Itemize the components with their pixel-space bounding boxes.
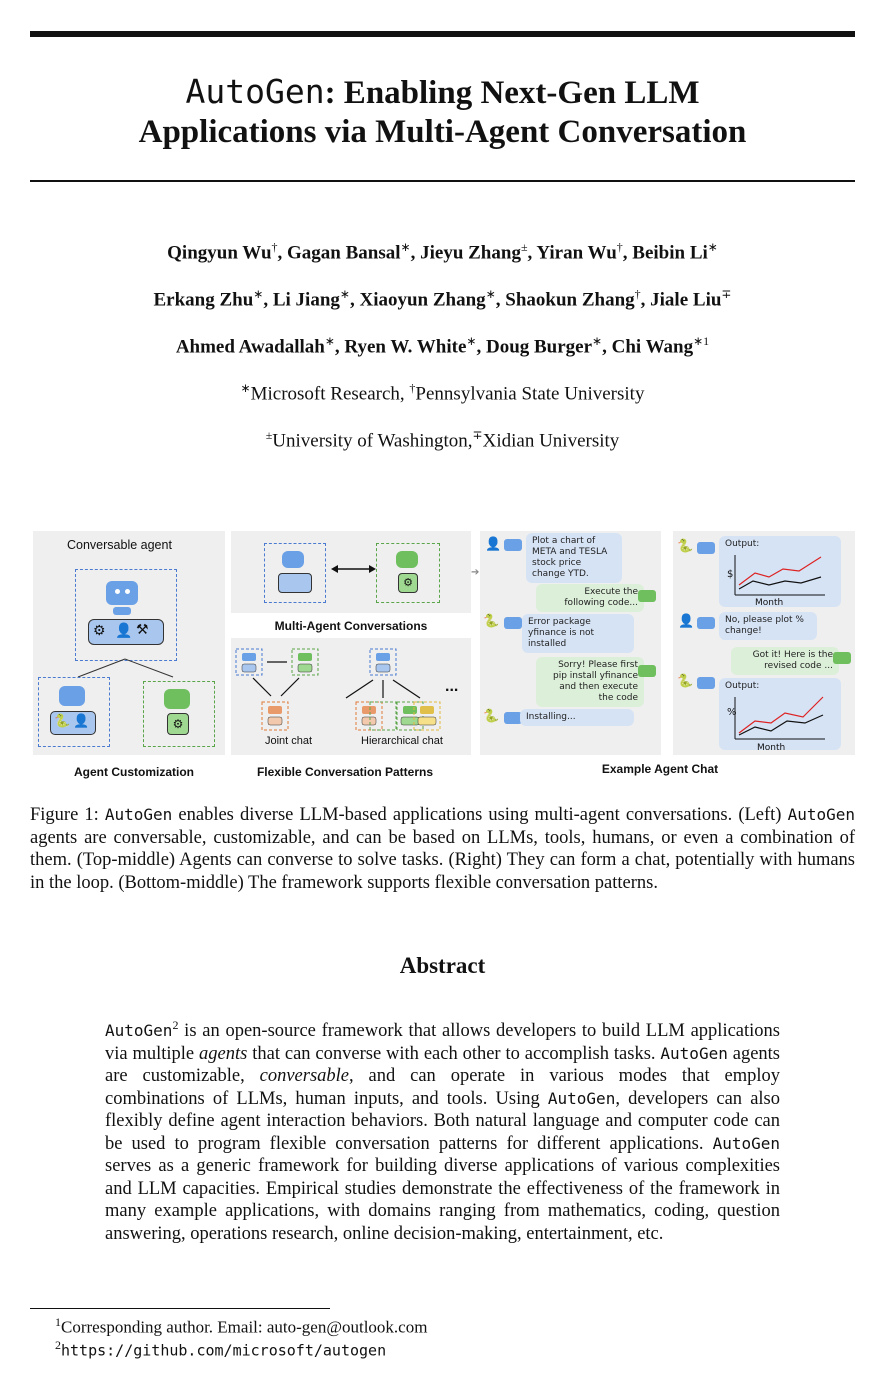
output-label: Output: (725, 681, 760, 691)
title-bottom-rule (30, 180, 855, 182)
flow-arrow-icon: ➔ (471, 567, 480, 578)
abstract-heading: Abstract (399, 953, 486, 978)
authors-line2: Erkang Zhu∗, Li Jiang∗, Xiaoyun Zhang∗, Shaokun Zhang†, Jiale Liu∓ (153, 287, 732, 311)
tools-icon: ⚒ (136, 623, 149, 638)
robot-icon (697, 542, 715, 554)
title-rest: : Enabling Next-Gen LLM (324, 75, 700, 111)
chat-message: Sorry! Please first pip install yfinance and then execute the code (536, 657, 644, 707)
python-icon: 🐍 (677, 538, 694, 553)
robot-icon-green (833, 652, 851, 664)
human-icon: 👤 (73, 713, 90, 728)
chart-axis-y-percent: % (727, 707, 737, 718)
top-rule (30, 31, 855, 37)
pattern-ellipsis: ... (445, 678, 459, 695)
chat-message: Execute the following code... (536, 584, 644, 612)
label-agent-customization: Agent Customization (74, 765, 194, 779)
chart-axis-x-month: Month (757, 743, 786, 753)
robot-icon-green (638, 665, 656, 677)
paper-title-line2: Applications via Multi-Agent Conversation (138, 114, 747, 150)
hierarchical-chat-label: Hierarchical chat (361, 735, 443, 747)
human-icon: 👤 (678, 613, 695, 628)
label-example-agent-chat: Example Agent Chat (601, 762, 719, 776)
robot-icon (504, 617, 522, 629)
python-icon: 🐍 (54, 713, 71, 728)
conversable-agent-title: Conversable agent (67, 538, 172, 552)
chat-message: No, please plot % change! (719, 612, 817, 640)
chat-message: Error package yfinance is not installed (522, 614, 634, 653)
footnote-2: $^2$https://github.com/microsoft/autogen (55, 1338, 387, 1360)
robot-icon-green (164, 689, 190, 709)
label-multi-agent-conversations: Multi-Agent Conversations (274, 619, 428, 633)
panel-conversation-patterns (231, 638, 471, 755)
chat-message: Installing... (520, 709, 634, 726)
panel-example-chat-1 (480, 531, 661, 755)
joint-chat-label: Joint chat (265, 735, 313, 747)
robot-icon-green (396, 551, 418, 568)
human-icon: 👤 (485, 536, 502, 551)
python-icon: 🐍 (483, 708, 500, 723)
paper-title (0, 72, 885, 113)
authors-line1: Qingyun Wu†, Gagan Bansal∗, Jieyu Zhang±, Yiran Wu†, Beibin Li∗ (167, 240, 718, 264)
footnote-rule (30, 1308, 330, 1309)
robot-icon (282, 551, 304, 568)
panel-multi-agent (231, 531, 471, 613)
authors-line3: Ahmed Awadallah∗, Ryen W. White∗, Doug Burger∗, Chi Wang$^{∗1}$ (175, 334, 710, 358)
output-label: Output: (725, 539, 760, 549)
footnote-1: $^1$Corresponding author. Email: auto-gen@outlook.com (55, 1315, 428, 1337)
chat-message: Got it! Here is the revised code ... (731, 647, 839, 675)
title-code: AutoGen (185, 72, 325, 111)
figure-caption: Figure 1: AutoGen enables diverse LLM-based applications using multi-agent conversations. (Left) AutoGen agents are conversable, customizable, and can be based on LLMs, tools, humans, or even a combination of them. (Top-middle) Agents can converse to solve tasks. (Right) They can form a chat, potentially with humans in the loop. (Bottom-middle) The framework supports flexible conversation patterns. (30, 805, 855, 893)
chat-message: Plot a chart of META and TESLA stock price change YTD. (526, 533, 622, 583)
python-human-tray (278, 573, 312, 593)
python-icon: 🐍 (483, 613, 500, 628)
robot-icon (59, 686, 85, 706)
openai-icon: ⚙ (167, 713, 189, 735)
robot-icon (697, 617, 715, 629)
chart-axis-x-month: Month (755, 598, 784, 608)
chart-axis-y-dollar: $ (727, 569, 734, 580)
repo-link[interactable]: https://github.com/microsoft/autogen (61, 1341, 387, 1360)
robot-icon-green (638, 590, 656, 602)
robot-icon (697, 677, 715, 689)
bidirectional-arrow (331, 561, 376, 577)
openai-icon: ⚙ (93, 624, 106, 639)
robot-icon (504, 539, 522, 551)
affiliation-line1: ∗Microsoft Research, †Pennsylvania State University (240, 381, 645, 405)
abstract-body: AutoGen$^2$ is an open-source framework that allows developers to build LLM applications via multiple agents that can converse with each other to accomplish tasks. AutoGen agents are customizable, conversable, and can operate in various modes that employ combinations of LLMs, human inputs, and tools. Using AutoGen, developers can also flexibly define agent interaction behaviors. Both natural language and computer code can be used to program flexible conversation patterns for different applications. AutoGen serves as a generic framework for building diverse applications of various complexities and LLM capacities. Empirical studies demonstrate the effectiveness of the framework in many example applications, with domains ranging from mathematics, coding, question answering, operations research, online decision-making, entertainment, etc. (105, 1018, 781, 1244)
panel-agent-customization (33, 531, 225, 755)
label-flexible-patterns: Flexible Conversation Patterns (256, 765, 434, 779)
python-icon: 🐍 (677, 673, 694, 688)
panel-example-chat-2 (673, 531, 855, 755)
affiliation-line2: ±University of Washington,∓Xidian University (265, 428, 620, 452)
openai-icon: ⚙ (398, 573, 418, 593)
human-icon: 👤 (115, 624, 133, 639)
